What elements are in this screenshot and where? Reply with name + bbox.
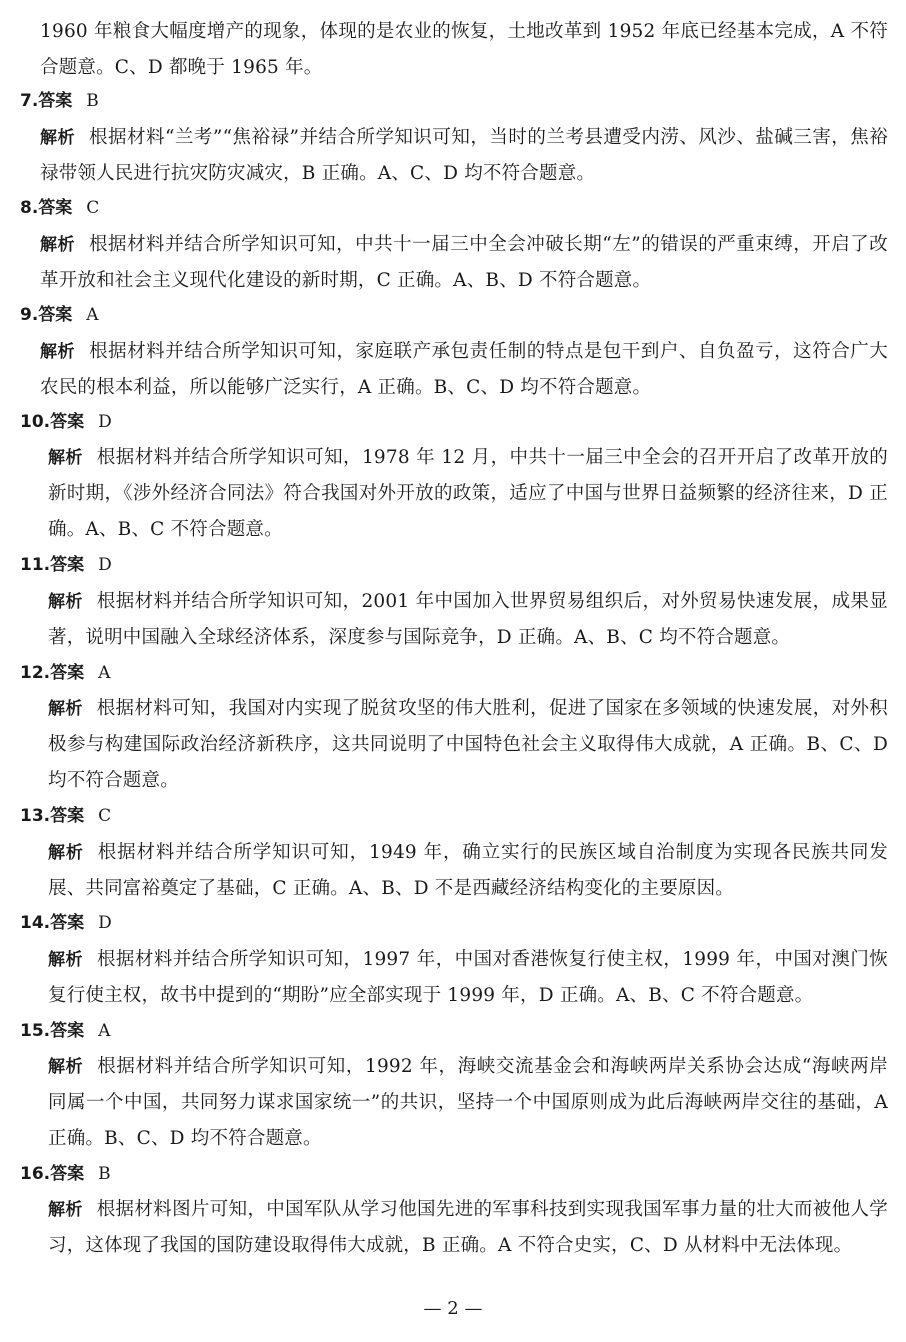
answer-label: 答案 <box>50 663 85 683</box>
answer-label: 答案 <box>50 806 85 826</box>
explanation-text: 根据材料并结合所学知识可知，家庭联产承包责任制的特点是包干到户、自负盈亏，这符合广大农民的根本利益，所以能够广泛实行，A 正确。B、C、D 均不符合题意。 <box>40 341 888 398</box>
explanation-text: 根据材料并结合所学知识可知，2001 年中国加入世界贸易组织后，对外贸易快速发展，成果显著，说明中国融入全球经济体系，深度参与国际竞争，D 正确。A、B、C 均不符合题意。 <box>48 591 888 648</box>
answer-value: A <box>98 663 111 683</box>
explain-label: 解析 <box>48 592 83 612</box>
answer-value: A <box>98 1021 111 1041</box>
question-8-explanation <box>40 227 888 299</box>
question-number: 14. <box>20 913 51 933</box>
answer-value: D <box>98 412 112 432</box>
answer-value: D <box>98 555 112 575</box>
explanation-text: 根据材料图片可知，中国军队从学习他国先进的军事科技到实现我国军事力量的壮大而被他人学习，这体现了我国的国防建设取得伟大成就，B 正确。A 不符合史实，C、D 从材料中无法体现。 <box>48 1199 889 1256</box>
explanation-text: 根据材料并结合所学知识可知，1992 年，海峡交流基金会和海峡两岸关系协会达成“海峡两岸同属一个中国，共同努力谋求国家统一”的共识，坚持一个中国原则成为此后海峡两岸交往的基础，A 正确。B、C、D 均不符合题意。 <box>48 1056 888 1149</box>
explain-label: 解析 <box>48 1057 84 1077</box>
question-number: 10. <box>20 412 51 432</box>
answer-label: 答案 <box>38 198 73 218</box>
explain-label: 解析 <box>48 843 84 863</box>
explanation-text: 根据材料并结合所学知识可知，1997 年，中国对香港恢复行使主权，1999 年，中国对澳门恢复行使主权，故书中提到的“期盼”应全部实现于 1999 年，D 正确。A、B、C 不符合题意。 <box>48 949 888 1006</box>
question-15-header <box>20 1019 110 1043</box>
question-number: 12. <box>20 663 51 683</box>
question-13-header <box>20 804 111 828</box>
answer-label: 答案 <box>50 412 85 432</box>
question-9-explanation <box>40 334 888 406</box>
question-14-header <box>20 911 112 935</box>
question-8-header <box>20 196 99 220</box>
answer-value: C <box>98 806 112 826</box>
question-number: 15. <box>20 1021 51 1041</box>
question-12-explanation <box>48 691 888 799</box>
question-13-explanation <box>48 835 888 907</box>
question-number: 11. <box>20 555 51 575</box>
question-16-header <box>20 1162 111 1186</box>
question-11-header <box>20 553 112 577</box>
explain-label: 解析 <box>48 699 83 719</box>
answer-value: A <box>86 305 99 325</box>
explain-label: 解析 <box>48 448 83 468</box>
question-15-explanation <box>48 1049 888 1157</box>
question-9-header <box>20 303 99 327</box>
answer-value: D <box>98 913 112 933</box>
explain-label: 解析 <box>40 342 76 362</box>
intro-paragraph: 1960 年粮食大幅度增产的现象，体现的是农业的恢复，土地改革到 1952 年底已经基本完成，A 不符合题意。C、D 都晚于 1965 年。 <box>40 21 888 78</box>
answer-label: 答案 <box>38 91 73 111</box>
question-12-header <box>20 661 110 685</box>
question-number: 7. <box>20 91 39 111</box>
answer-label: 答案 <box>50 913 85 933</box>
question-number: 8. <box>20 198 39 218</box>
question-11-explanation <box>48 584 888 656</box>
explain-label: 解析 <box>40 128 75 148</box>
explanation-text: 根据材料并结合所学知识可知，1978 年 12 月，中共十一届三中全会的召开开启了改革开放的新时期，《涉外经济合同法》符合我国对外开放的政策，适应了中国与世界日益频繁的经济往来，D 正确。A、B、C 不符合题意。 <box>48 447 888 540</box>
explanation-text: 根据材料并结合所学知识可知，中共十一届三中全会冲破长期“左”的错误的严重束缚，开启了改革开放和社会主义现代化建设的新时期，C 正确。A、B、D 不符合题意。 <box>40 234 888 291</box>
question-10-explanation <box>48 440 888 548</box>
answer-value: B <box>98 1164 111 1184</box>
explanation-text: 根据材料可知，我国对内实现了脱贫攻坚的伟大胜利，促进了国家在多领域的快速发展，对外积极参与构建国际政治经济新秩序，这共同说明了中国特色社会主义取得伟大成就，A 正确。B、C、D 均不符合题意。 <box>48 698 889 791</box>
explanation-text: 根据材料“兰考”“焦裕禄”并结合所学知识可知，当时的兰考县遭受内涝、风沙、盐碱三害，焦裕禄带领人民进行抗灾防灾减灾，B 正确。A、C、D 均不符合题意。 <box>40 127 888 184</box>
question-number: 16. <box>20 1164 51 1184</box>
question-7-header <box>20 89 99 113</box>
question-14-explanation <box>48 942 888 1014</box>
question-number: 13. <box>20 806 51 826</box>
page-number: — 2 — <box>423 1298 483 1319</box>
question-10-header <box>20 410 112 434</box>
question-7-explanation <box>40 120 888 192</box>
answer-value: B <box>86 91 99 111</box>
explain-label: 解析 <box>40 235 76 255</box>
explain-label: 解析 <box>48 950 83 970</box>
answer-label: 答案 <box>50 555 85 575</box>
answer-label: 答案 <box>50 1021 85 1041</box>
answer-label: 答案 <box>38 305 73 325</box>
answer-value: C <box>86 198 100 218</box>
explain-label: 解析 <box>48 1200 83 1220</box>
answer-label: 答案 <box>50 1164 85 1184</box>
question-16-explanation <box>48 1192 888 1264</box>
explanation-text: 根据材料并结合所学知识可知，1949 年，确立实行的民族区域自治制度为实现各民族共同发展、共同富裕奠定了基础，C 正确。A、B、D 不是西藏经济结构变化的主要原因。 <box>48 842 888 899</box>
question-number: 9. <box>20 305 39 325</box>
